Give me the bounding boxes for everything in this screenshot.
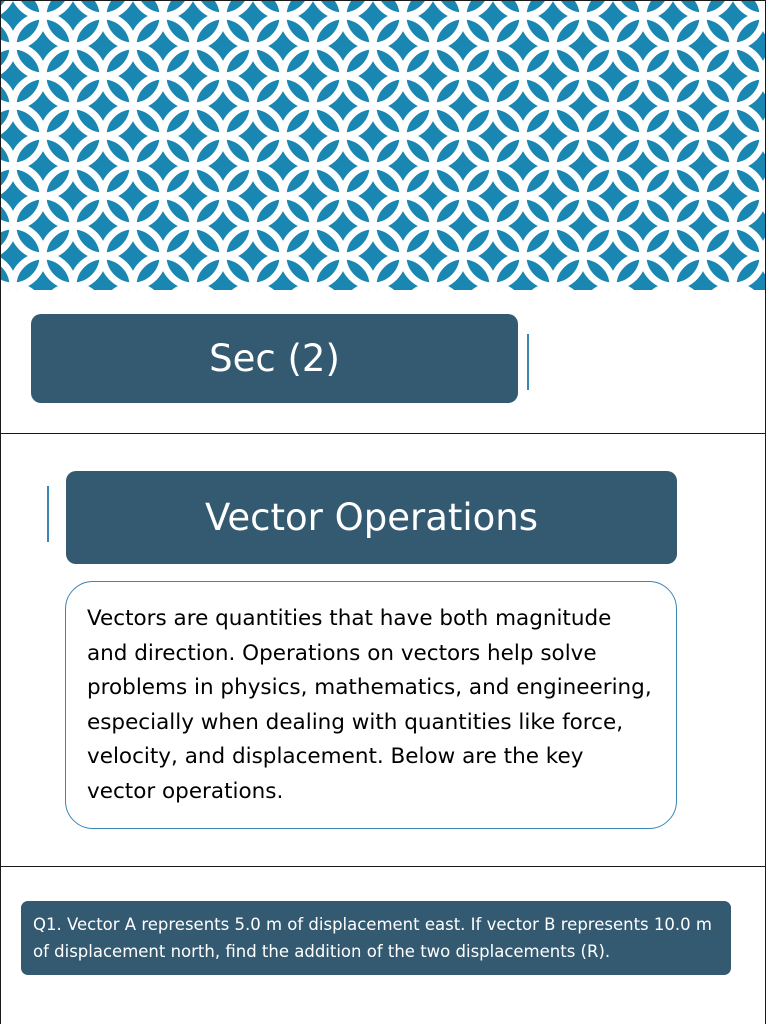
body-text: Vectors are quantities that have both magnitude and direction. Operations on vectors help solve problems in physics, mathematics, and engineering, especially when dealing with quantities like force, velocity, and displacement. Below are the key vector operations. (65, 581, 677, 829)
question-slide (0, 866, 766, 1024)
question-text: Q1. Vector A represents 5.0 m of displacement east. If vector B represents 10.0 m of displacement north, find the addition of the two displacements (R). (21, 901, 731, 975)
content-slide (0, 433, 766, 867)
accent-line (47, 486, 49, 542)
title-slide (0, 0, 766, 434)
circle-pattern-decoration (1, 1, 766, 290)
slide-title: Vector Operations (66, 471, 677, 564)
section-title: Sec (2) (31, 314, 518, 403)
accent-line (527, 334, 529, 390)
